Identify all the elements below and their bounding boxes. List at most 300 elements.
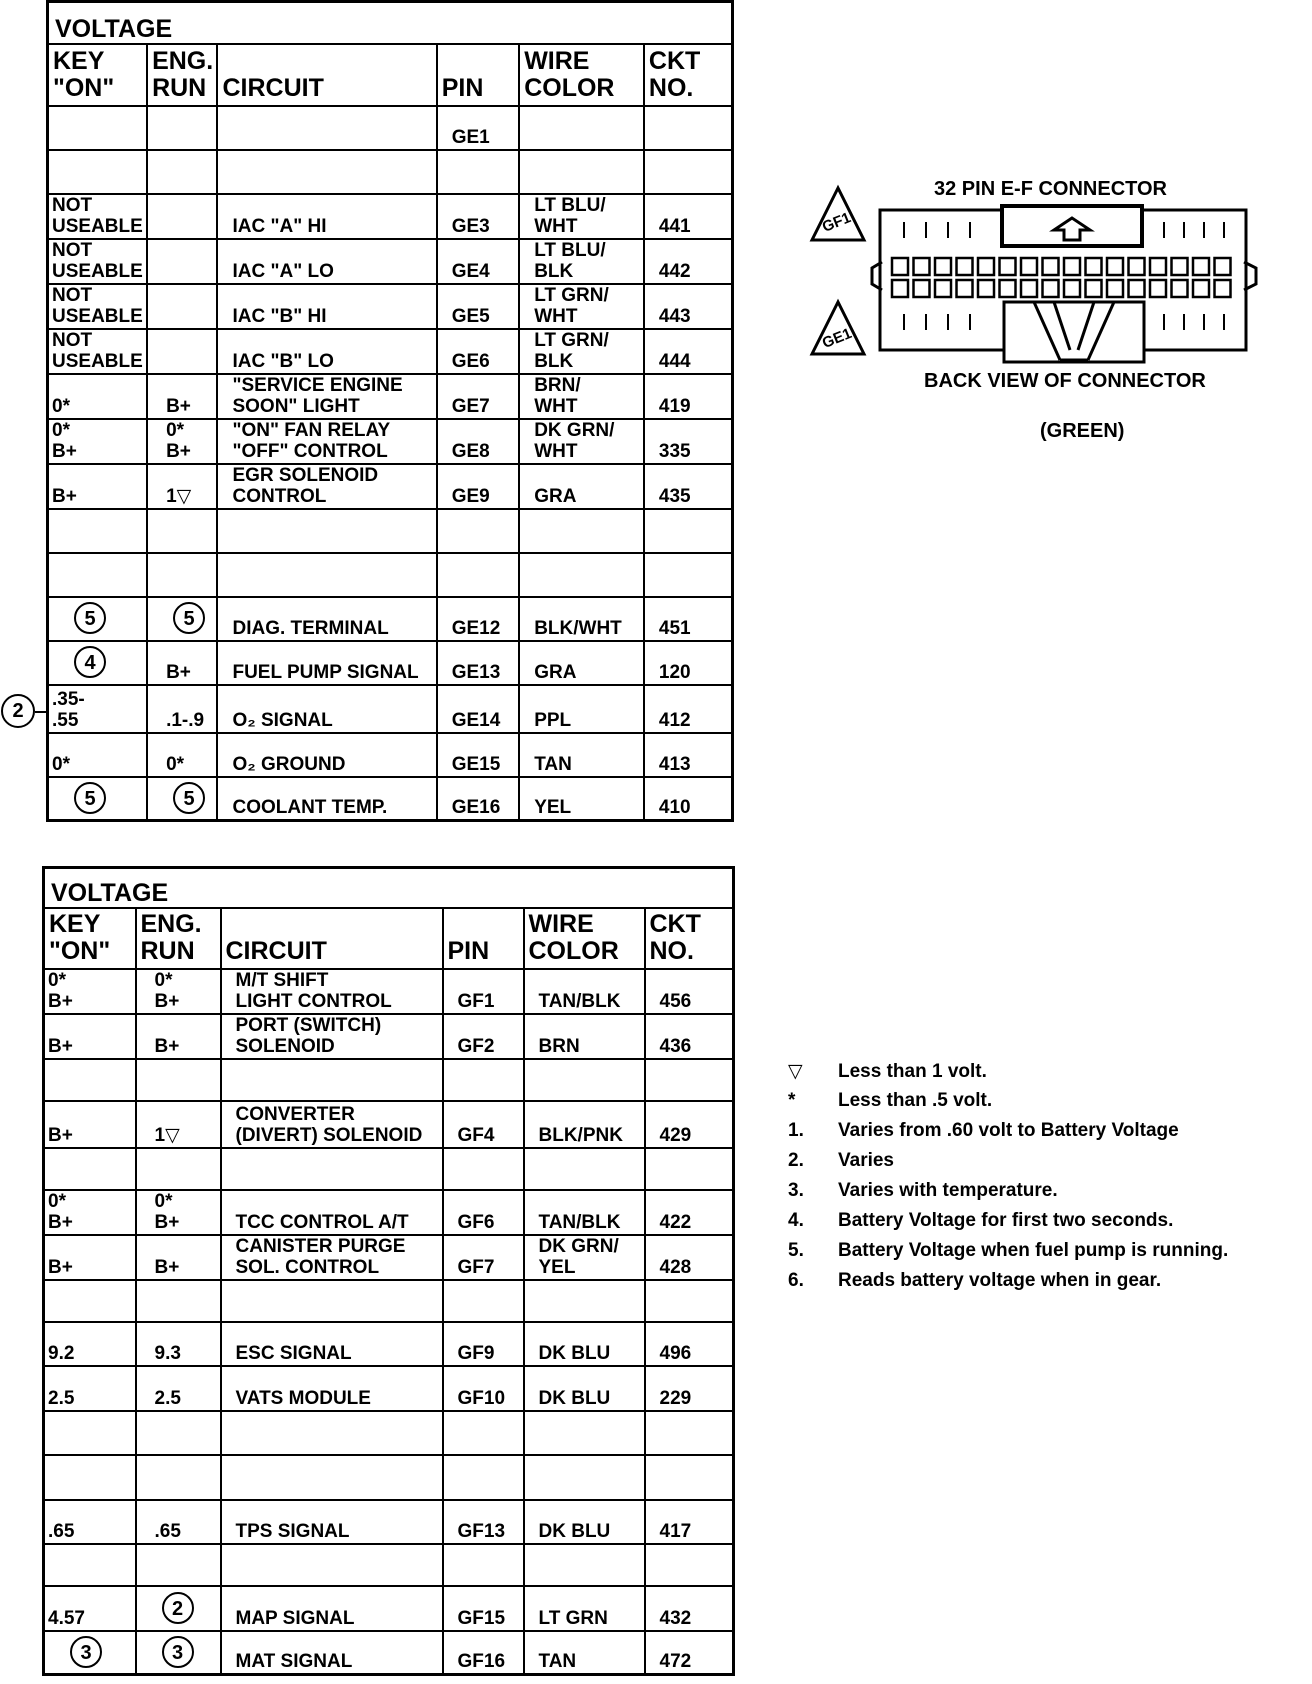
legend-symbol: 1. — [788, 1120, 804, 1141]
cell-text: NOT USEABLE — [52, 329, 143, 372]
cell-eng-run — [136, 1014, 221, 1059]
table-row — [48, 464, 733, 509]
cell-text: GF7 — [457, 1256, 495, 1278]
legend-symbol: ▽ — [788, 1061, 803, 1082]
cell-pin — [437, 509, 519, 553]
cell-text: LT GRN — [538, 1607, 608, 1629]
cell-text: 442 — [658, 260, 691, 282]
cell-eng-run — [147, 194, 217, 239]
cell-text: 429 — [659, 1124, 692, 1146]
cell-key-on — [48, 777, 148, 821]
cell-key-on — [48, 597, 148, 641]
legend-text: Battery Voltage when fuel pump is running. — [838, 1240, 1229, 1261]
pin-cavity — [1064, 258, 1080, 275]
cell-wire-color — [524, 1586, 645, 1631]
cell-eng-run — [147, 284, 217, 329]
table-row — [44, 1455, 734, 1500]
pin-cavity — [1150, 258, 1166, 275]
cell-ckt-no — [644, 106, 733, 150]
cell-text: IAC "B" LO — [232, 350, 334, 372]
marker-gf1-label: GF1 — [819, 209, 854, 236]
cell-text: GE8 — [451, 440, 490, 462]
table-row — [44, 1190, 734, 1235]
header-row — [48, 44, 733, 106]
pin-cavity — [978, 258, 994, 275]
note-ref-circle: 3 — [162, 1636, 194, 1668]
cell-circuit — [217, 150, 436, 194]
legend-item — [788, 1210, 1228, 1240]
cell-pin — [437, 685, 519, 733]
cell-pin — [437, 419, 519, 464]
legend-item — [788, 1180, 1228, 1210]
cell-ckt-no — [645, 1455, 734, 1500]
table-title: VOLTAGE — [48, 2, 733, 44]
cell-key-on — [48, 464, 148, 509]
cell-text: GE7 — [451, 395, 490, 417]
cell-text: TAN/BLK — [538, 1211, 621, 1233]
cell-eng-run — [136, 1148, 221, 1190]
pin-cavity — [1000, 280, 1016, 297]
cell-text: DIAG. TERMINAL — [232, 617, 389, 639]
cell-pin — [437, 150, 519, 194]
cell-pin — [443, 1280, 524, 1322]
cell-eng-run — [136, 1322, 221, 1366]
cell-eng-run — [147, 733, 217, 777]
header-eng-run: ENG. RUN — [147, 44, 217, 106]
cell-wire-color — [519, 194, 644, 239]
cell-pin — [443, 1411, 524, 1455]
header-key-on: KEY "ON" — [48, 44, 148, 106]
cell-text: B+ — [48, 1124, 73, 1146]
cell-circuit — [217, 777, 436, 821]
cell-wire-color — [519, 597, 644, 641]
note-ref-circle: 4 — [74, 646, 106, 678]
cell-eng-run — [147, 106, 217, 150]
legend-item — [788, 1150, 1228, 1180]
cell-circuit — [221, 969, 443, 1014]
cell-key-on — [48, 239, 148, 284]
cell-wire-color — [519, 329, 644, 374]
table-row — [48, 194, 733, 239]
cell-text: 441 — [658, 215, 691, 237]
cell-text: IAC "A" LO — [232, 260, 334, 282]
cell-text: LT BLU/ WHT — [534, 194, 606, 237]
header-wire-color: WIRE COLOR — [519, 44, 644, 106]
cell-text: DK GRN/ WHT — [534, 419, 615, 462]
cell-text: 443 — [658, 305, 691, 327]
cell-circuit — [217, 284, 436, 329]
cell-text: GRA — [534, 485, 577, 507]
table-row — [44, 1544, 734, 1586]
header-row — [44, 908, 734, 969]
cell-ckt-no — [645, 1148, 734, 1190]
cell-circuit — [217, 329, 436, 374]
cell-text: TAN/BLK — [538, 990, 621, 1012]
legend-item — [788, 1120, 1228, 1150]
cell-circuit — [217, 597, 436, 641]
cell-key-on — [44, 1500, 136, 1544]
legend-symbol: 5. — [788, 1240, 804, 1261]
cell-wire-color — [519, 239, 644, 284]
header-pin: PIN — [443, 908, 524, 969]
cell-pin — [443, 1455, 524, 1500]
cell-eng-run — [147, 150, 217, 194]
cell-eng-run — [136, 1411, 221, 1455]
legend-symbol: 3. — [788, 1180, 804, 1201]
cell-text: GF15 — [457, 1607, 506, 1629]
cell-wire-color — [524, 1014, 645, 1059]
cell-text: GE13 — [451, 661, 501, 683]
table-row — [48, 685, 733, 733]
cell-key-on — [44, 1544, 136, 1586]
legend-symbol: 6. — [788, 1270, 804, 1291]
cell-circuit — [221, 1280, 443, 1322]
cell-text: DK BLU — [538, 1520, 611, 1542]
cell-text: 444 — [658, 350, 691, 372]
cell-ckt-no — [645, 1631, 734, 1675]
cell-text: 496 — [659, 1342, 692, 1364]
cell-wire-color — [524, 1101, 645, 1148]
cell-text: LT GRN/ BLK — [534, 329, 609, 372]
pin-cavity — [1021, 258, 1037, 275]
cell-text: 428 — [659, 1256, 692, 1278]
legend-text: Varies from .60 volt to Battery Voltage — [838, 1120, 1179, 1141]
side-note-leader — [35, 711, 49, 713]
cell-ckt-no — [645, 1544, 734, 1586]
cell-circuit — [221, 1059, 443, 1101]
cell-wire-color — [519, 150, 644, 194]
cell-text: 2.5 — [154, 1387, 181, 1409]
cell-key-on — [44, 1322, 136, 1366]
pin-cavity — [914, 258, 930, 275]
cell-text: GE1 — [451, 126, 490, 148]
cell-key-on — [44, 1366, 136, 1411]
cell-circuit — [221, 1235, 443, 1280]
cell-text: 0* — [52, 395, 70, 417]
cell-text: DK GRN/ YEL — [538, 1235, 619, 1278]
legend-item — [788, 1270, 1228, 1300]
cell-circuit — [221, 1322, 443, 1366]
cell-circuit — [221, 1544, 443, 1586]
cell-key-on — [44, 1148, 136, 1190]
pin-cavity — [1193, 280, 1209, 297]
header-ckt-no: CKT NO. — [645, 908, 734, 969]
cell-ckt-no — [644, 374, 733, 419]
cell-circuit — [217, 641, 436, 685]
table-row — [48, 150, 733, 194]
pin-cavity — [957, 258, 973, 275]
pin-cavity — [1086, 258, 1102, 275]
cell-ckt-no — [645, 1322, 734, 1366]
pin-cavity — [1043, 258, 1059, 275]
cell-ckt-no — [644, 419, 733, 464]
pin-cavity — [1086, 280, 1102, 297]
header-pin: PIN — [437, 44, 519, 106]
cell-text: "SERVICE ENGINE SOON" LIGHT — [232, 374, 403, 417]
cell-pin — [437, 284, 519, 329]
header-wire-color: WIRE COLOR — [524, 908, 645, 969]
cell-pin — [443, 969, 524, 1014]
cell-text: .65 — [154, 1520, 181, 1542]
cell-circuit — [217, 374, 436, 419]
cell-text: 1▽ — [166, 485, 192, 507]
connector-drawing — [808, 174, 1288, 394]
cell-eng-run — [136, 1059, 221, 1101]
cell-text: "ON" FAN RELAY "OFF" CONTROL — [232, 419, 391, 462]
cell-circuit — [221, 1500, 443, 1544]
legend — [788, 1060, 1228, 1300]
cell-text: 0* B+ — [154, 969, 180, 1012]
cell-circuit — [221, 1411, 443, 1455]
pin-cavity — [935, 258, 951, 275]
cell-text: IAC "A" HI — [232, 215, 327, 237]
cell-pin — [443, 1190, 524, 1235]
note-ref-circle: 5 — [74, 782, 106, 814]
cell-text: 9.3 — [154, 1342, 181, 1364]
legend-item — [788, 1240, 1228, 1270]
cell-pin — [443, 1101, 524, 1148]
cell-text: BRN/ WHT — [534, 374, 581, 417]
cell-text: B+ — [52, 485, 77, 507]
cell-wire-color — [519, 641, 644, 685]
table-row — [44, 1148, 734, 1190]
table-row — [48, 733, 733, 777]
cell-circuit — [221, 1101, 443, 1148]
cell-circuit — [217, 106, 436, 150]
cell-text: B+ — [154, 1035, 180, 1057]
cell-key-on — [48, 150, 148, 194]
cell-wire-color — [524, 1148, 645, 1190]
table-row — [48, 329, 733, 374]
legend-symbol: 4. — [788, 1210, 804, 1231]
cell-circuit — [221, 1148, 443, 1190]
cell-ckt-no — [644, 553, 733, 597]
connector-color: (GREEN) — [1040, 420, 1125, 442]
cell-text: 120 — [658, 661, 691, 683]
note-ref-circle: 5 — [74, 602, 106, 634]
cell-ckt-no — [644, 685, 733, 733]
cell-key-on — [48, 194, 148, 239]
cell-text: NOT USEABLE — [52, 239, 143, 282]
cell-ckt-no — [644, 464, 733, 509]
cell-pin — [437, 374, 519, 419]
cell-ckt-no — [644, 509, 733, 553]
cell-wire-color — [524, 1366, 645, 1411]
cell-circuit — [217, 464, 436, 509]
cell-text: TPS SIGNAL — [235, 1520, 350, 1542]
cell-text: DK BLU — [538, 1387, 611, 1409]
cell-pin — [443, 1500, 524, 1544]
pin-cavity — [1215, 258, 1231, 275]
cell-text: TAN — [538, 1651, 577, 1672]
table-row — [48, 597, 733, 641]
cell-ckt-no — [644, 733, 733, 777]
legend-text: Reads battery voltage when in gear. — [838, 1270, 1162, 1291]
cell-eng-run — [147, 777, 217, 821]
cell-text: GE15 — [451, 753, 501, 775]
cell-text: GF10 — [457, 1387, 506, 1409]
legend-item — [788, 1060, 1228, 1090]
cell-text: .1-.9 — [166, 709, 205, 731]
cell-text: 436 — [659, 1035, 692, 1057]
cell-ckt-no — [645, 969, 734, 1014]
cell-key-on — [44, 1190, 136, 1235]
pin-cavity — [1215, 280, 1231, 297]
voltage-table-gf — [42, 866, 735, 1676]
cell-text: 0* B+ — [48, 969, 73, 1012]
table-row — [48, 374, 733, 419]
cell-text: 4.57 — [48, 1607, 85, 1629]
table-row — [48, 509, 733, 553]
cell-text: 456 — [659, 990, 692, 1012]
cell-text: GE12 — [451, 617, 501, 639]
cell-ckt-no — [645, 1014, 734, 1059]
cell-text: .35- .55 — [52, 688, 85, 731]
cell-text: CANISTER PURGE SOL. CONTROL — [235, 1235, 406, 1278]
legend-symbol: * — [788, 1090, 796, 1111]
cell-key-on — [44, 1411, 136, 1455]
cell-ckt-no — [644, 284, 733, 329]
cell-circuit — [217, 419, 436, 464]
pin-cavity — [1107, 280, 1123, 297]
legend-text: Less than 1 volt. — [838, 1061, 987, 1082]
cell-ckt-no — [645, 1235, 734, 1280]
cell-eng-run — [136, 1235, 221, 1280]
cell-text: GF1 — [457, 990, 495, 1012]
cell-text: 0* — [52, 753, 70, 775]
cell-circuit — [217, 733, 436, 777]
cell-pin — [443, 1586, 524, 1631]
cell-ckt-no — [644, 329, 733, 374]
cell-text: GRA — [534, 661, 577, 683]
table-row — [44, 1014, 734, 1059]
pin-cavity — [914, 280, 930, 297]
cell-ckt-no — [645, 1101, 734, 1148]
cell-pin — [443, 1014, 524, 1059]
cell-text: VATS MODULE — [235, 1387, 371, 1409]
cell-text: M/T SHIFT LIGHT CONTROL — [235, 969, 392, 1012]
cell-text: NOT USEABLE — [52, 194, 143, 237]
cell-eng-run — [136, 969, 221, 1014]
side-note-circle: 2 — [1, 694, 35, 728]
cell-key-on — [44, 1235, 136, 1280]
cell-text: B+ — [48, 1035, 73, 1057]
cell-text: NOT USEABLE — [52, 284, 143, 327]
cell-eng-run — [147, 509, 217, 553]
cell-circuit — [217, 509, 436, 553]
header-eng-run: ENG. RUN — [136, 908, 221, 969]
cell-wire-color — [524, 1631, 645, 1675]
cell-text: GE4 — [451, 260, 490, 282]
cell-text: GE3 — [451, 215, 490, 237]
cell-key-on — [44, 1455, 136, 1500]
table-row — [48, 641, 733, 685]
cell-wire-color — [519, 374, 644, 419]
legend-text: Battery Voltage for first two seconds. — [838, 1210, 1174, 1231]
table-row — [48, 777, 733, 821]
cell-text: GF2 — [457, 1035, 495, 1057]
table-row — [44, 1235, 734, 1280]
cell-ckt-no — [644, 597, 733, 641]
cell-text: GE6 — [451, 350, 490, 372]
cell-text: 1▽ — [154, 1124, 180, 1146]
cell-key-on — [44, 1631, 136, 1675]
header-circuit: CIRCUIT — [217, 44, 436, 106]
cell-eng-run — [147, 329, 217, 374]
cell-text: 451 — [658, 617, 691, 639]
connector-title: 32 PIN E-F CONNECTOR — [934, 178, 1167, 200]
cell-wire-color — [519, 553, 644, 597]
note-ref-circle: 5 — [173, 782, 205, 814]
connector-caption: BACK VIEW OF CONNECTOR — [924, 370, 1206, 392]
cell-eng-run — [136, 1455, 221, 1500]
pin-cavity — [1193, 258, 1209, 275]
table-row — [44, 1411, 734, 1455]
cell-ckt-no — [644, 777, 733, 821]
cell-eng-run — [147, 419, 217, 464]
cell-text: TCC CONTROL A/T — [235, 1211, 409, 1233]
cell-eng-run — [136, 1500, 221, 1544]
cell-circuit — [217, 553, 436, 597]
cell-eng-run — [147, 597, 217, 641]
cell-wire-color — [519, 685, 644, 733]
cell-ckt-no — [645, 1366, 734, 1411]
cell-text: BRN — [538, 1035, 580, 1057]
cell-key-on — [48, 733, 148, 777]
cell-circuit — [217, 239, 436, 284]
cell-text: COOLANT TEMP. — [232, 797, 388, 818]
cell-pin — [437, 641, 519, 685]
cell-pin — [437, 597, 519, 641]
table-row — [48, 106, 733, 150]
table-row — [48, 553, 733, 597]
cell-text: GE14 — [451, 709, 501, 731]
cell-text: 229 — [659, 1387, 692, 1409]
cell-eng-run — [136, 1101, 221, 1148]
cell-key-on — [48, 509, 148, 553]
cell-text: 2.5 — [48, 1387, 75, 1409]
table-row — [44, 1322, 734, 1366]
pin-cavity — [1021, 280, 1037, 297]
cell-eng-run — [136, 1631, 221, 1675]
cell-key-on — [48, 284, 148, 329]
pin-cavity — [978, 280, 994, 297]
cell-ckt-no — [644, 239, 733, 284]
cell-text: MAT SIGNAL — [235, 1651, 353, 1672]
cell-text: MAP SIGNAL — [235, 1607, 355, 1629]
pin-cavity — [1172, 258, 1188, 275]
table-row — [44, 1586, 734, 1631]
table-row — [44, 1059, 734, 1101]
cell-text: B+ — [48, 1256, 73, 1278]
cell-key-on — [48, 106, 148, 150]
cell-ckt-no — [644, 641, 733, 685]
cell-text: B+ — [154, 1256, 180, 1278]
cell-wire-color — [524, 1280, 645, 1322]
cell-pin — [443, 1544, 524, 1586]
cell-key-on — [44, 1101, 136, 1148]
cell-text: GE5 — [451, 305, 490, 327]
cell-text: TAN — [534, 753, 572, 775]
cell-pin — [443, 1631, 524, 1675]
cell-circuit — [221, 1014, 443, 1059]
header-circuit: CIRCUIT — [221, 908, 443, 969]
pin-cavity — [1129, 258, 1145, 275]
cell-text: GF16 — [457, 1651, 506, 1672]
header-ckt-no: CKT NO. — [644, 44, 733, 106]
cell-wire-color — [519, 284, 644, 329]
cell-pin — [443, 1322, 524, 1366]
